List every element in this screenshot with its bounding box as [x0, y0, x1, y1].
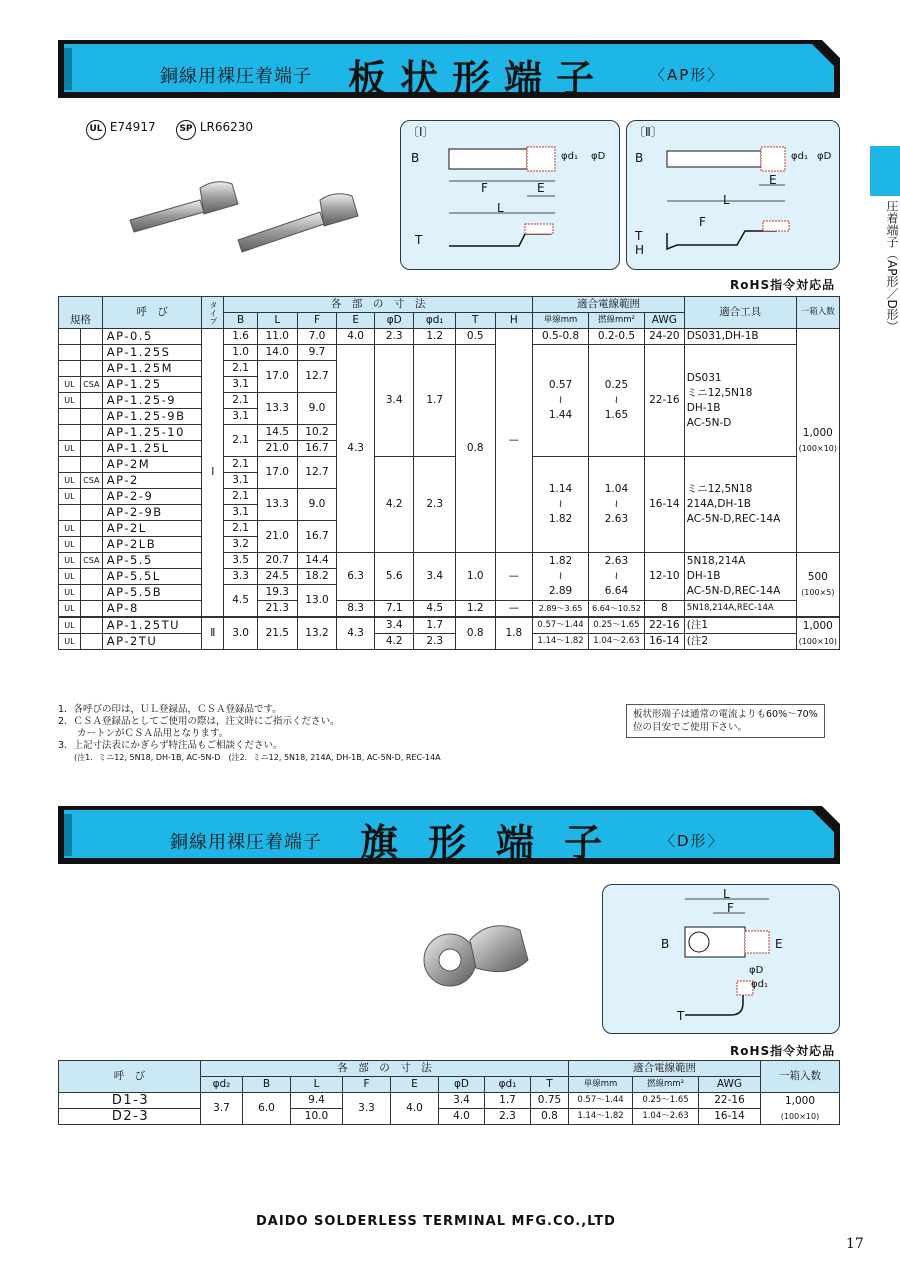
d-product-photo — [410, 908, 550, 998]
table-cell: 0.2-0.5 — [588, 329, 644, 345]
table-cell — [80, 441, 102, 457]
table-cell: UL — [59, 634, 81, 650]
d-col-b: B — [243, 1077, 291, 1093]
table-cell: 16.7 — [297, 441, 337, 457]
table-cell: 0.57～1.44 — [533, 617, 589, 634]
table-cell: AP-2LB — [102, 537, 202, 553]
table-cell: 1.04 ≀ 2.63 — [588, 457, 644, 553]
table-cell: 22-16 — [644, 345, 684, 457]
ul-cert — [86, 120, 156, 140]
d-rohs-label: RoHS指令対応品 — [730, 1044, 836, 1058]
table-cell: 12-10 — [644, 553, 684, 601]
table-cell: UL — [59, 553, 81, 569]
table-cell: 2.89～3.65 — [533, 601, 589, 618]
ap-banner-type: 〈AP形〉 — [650, 66, 725, 84]
table-cell: 24.5 — [257, 569, 297, 585]
table-cell: 2.3 — [414, 634, 456, 650]
box-qty-1: 1,000 (100×10) — [796, 329, 839, 553]
table-cell: AP-5.5L — [102, 569, 202, 585]
table-cell: 4.0 — [391, 1093, 439, 1125]
d-dim-t-label: T — [677, 1009, 685, 1023]
ap-banner-title: 板状形端子 — [348, 57, 609, 101]
table-cell: 2.3 — [374, 329, 414, 345]
d-box-qty: 1,000 (100×10) — [761, 1093, 840, 1125]
d-dim-b-label: B — [661, 937, 670, 951]
csa-cert-number: LR66230 — [199, 120, 254, 134]
table-cell: 3.1 — [224, 409, 258, 425]
table-cell: 3.4 — [439, 1093, 485, 1109]
table-row — [59, 553, 840, 569]
col-f: F — [297, 313, 337, 329]
table-cell: 9.0 — [297, 489, 337, 521]
table-cell: AP-2L — [102, 521, 202, 537]
table-cell: AP-1.25M — [102, 361, 202, 377]
table-cell: 17.0 — [257, 457, 297, 489]
table-cell: AP-2M — [102, 457, 202, 473]
d-col-f: F — [343, 1077, 391, 1093]
type-i: Ⅰ — [202, 329, 224, 618]
ap-product-photo — [120, 170, 370, 260]
d-dim-l-label: L — [723, 887, 730, 901]
table-cell: 3.1 — [224, 377, 258, 393]
d-dim-e-label: E — [775, 937, 783, 951]
d-col-d: φD — [439, 1077, 485, 1093]
table-cell: 7.0 — [297, 329, 337, 345]
table-cell: 0.75 — [531, 1093, 569, 1109]
d-hdr-wire: 適合電線範囲 — [569, 1061, 761, 1077]
table-cell: 1.8 — [495, 617, 533, 650]
table-cell: — — [495, 553, 533, 601]
table-cell: 0.8 — [455, 617, 495, 650]
table-cell: AP-2 — [102, 473, 202, 489]
page-number: 17 — [846, 1236, 864, 1252]
table-cell: 13.3 — [257, 393, 297, 425]
table-cell: 1.82 ≀ 2.89 — [533, 553, 589, 601]
table-cell: 18.2 — [297, 569, 337, 585]
table-cell: 3.4 — [374, 617, 414, 634]
table-cell: 24-20 — [644, 329, 684, 345]
table-cell — [80, 569, 102, 585]
table-cell: 0.25 ≀ 1.65 — [588, 345, 644, 457]
table-cell — [80, 393, 102, 409]
box-qty-3: 1,000 (100×10) — [796, 617, 839, 650]
table-cell: UL — [59, 585, 81, 601]
dim-b-label-ii: B — [635, 151, 644, 165]
table-cell: DS031 ミニ12,5N18 DH-1B AC-5N-D — [684, 345, 796, 457]
d-banner-sub: 銅線用裸圧着端子 — [170, 832, 322, 853]
table-cell: UL — [59, 441, 81, 457]
table-cell: 3.2 — [224, 537, 258, 553]
table-cell: 4.3 — [337, 345, 375, 553]
table-cell: 1.2 — [455, 601, 495, 618]
table-cell — [80, 345, 102, 361]
table-cell: 2.3 — [485, 1109, 531, 1125]
d-col-stranded: 撚線mm² — [633, 1077, 699, 1093]
table-cell: 1.14 ≀ 1.82 — [533, 457, 589, 553]
side-tab — [870, 146, 900, 196]
table-cell: 0.57～1.44 — [569, 1093, 633, 1109]
table-cell: 8 — [644, 601, 684, 618]
table-cell: 6.0 — [243, 1093, 291, 1125]
table-cell: 13.0 — [297, 585, 337, 618]
table-row — [59, 601, 840, 618]
table-cell — [80, 521, 102, 537]
table-cell: AP-1.25 — [102, 377, 202, 393]
table-row — [59, 457, 840, 473]
table-cell: UL — [59, 473, 81, 489]
col-t: T — [455, 313, 495, 329]
table-cell — [80, 585, 102, 601]
table-cell: 0.8 — [455, 345, 495, 553]
d-col-e: E — [391, 1077, 439, 1093]
table-cell — [59, 329, 81, 345]
note-line: 2．ＣＳＡ登録品としてご使用の際は，注文時にご指示ください。 — [58, 716, 340, 727]
ap-spec-table — [58, 296, 840, 650]
dim-l-label-ii: L — [723, 193, 730, 207]
ul-cert-number: E74917 — [109, 120, 156, 134]
table-cell: UL — [59, 601, 81, 618]
d-col-l: L — [291, 1077, 343, 1093]
table-cell: 2.1 — [224, 489, 258, 505]
table-cell — [80, 634, 102, 650]
table-cell: AP-1.25-9B — [102, 409, 202, 425]
table-cell: 1.14～1.82 — [569, 1109, 633, 1125]
table-cell: 0.57 ≀ 1.44 — [533, 345, 589, 457]
table-cell: 3.1 — [224, 473, 258, 489]
table-cell: 10.2 — [297, 425, 337, 441]
table-cell: 14.4 — [297, 553, 337, 569]
table-cell — [80, 329, 102, 345]
table-cell: 0.8 — [531, 1109, 569, 1125]
table-cell: 3.7 — [201, 1093, 243, 1125]
diagram-i-label: 〔Ⅰ〕 — [407, 125, 435, 139]
dim-h-label-ii: H — [635, 243, 645, 257]
table-cell: 1.7 — [414, 345, 456, 457]
dim-e-label-ii: E — [769, 173, 777, 187]
table-cell: 2.1 — [224, 521, 258, 537]
d-col-d2: φd₂ — [201, 1077, 243, 1093]
table-cell: CSA — [80, 473, 102, 489]
table-cell: 1.14～1.82 — [533, 634, 589, 650]
table-cell: (注1 — [684, 617, 796, 634]
table-cell: 2.1 — [224, 393, 258, 409]
table-cell: 5N18,214A DH-1B AC-5N-D,REC-14A — [684, 553, 796, 601]
table-cell: — — [495, 329, 533, 553]
note-line: 3．上記寸法表にかぎらず特注品もご相談ください。 — [58, 740, 283, 751]
d-hdr-dims: 各 部 の 寸 法 — [201, 1061, 569, 1077]
table-cell: 2.3 — [414, 457, 456, 553]
table-cell: 9.7 — [297, 345, 337, 361]
table-row — [59, 1093, 840, 1109]
csa-logo-icon: SP — [176, 120, 196, 140]
table-cell — [80, 361, 102, 377]
table-cell: 19.3 — [257, 585, 297, 601]
table-cell: AP-1.25L — [102, 441, 202, 457]
table-cell: 13.2 — [297, 617, 337, 650]
table-cell: 3.5 — [224, 553, 258, 569]
table-cell: AP-5.5B — [102, 585, 202, 601]
d-dim-d-label: φD — [749, 965, 764, 976]
table-cell: CSA — [80, 377, 102, 393]
table-cell: 3.4 — [414, 553, 456, 601]
table-cell: 22-16 — [699, 1093, 761, 1109]
col-e: E — [337, 313, 375, 329]
table-cell: 1.2 — [414, 329, 456, 345]
table-cell: ミニ12,5N18 214A,DH-1B AC-5N-D,REC-14A — [684, 457, 796, 553]
table-cell: 9.0 — [297, 393, 337, 425]
table-cell — [80, 457, 102, 473]
hdr-dims: 各 部 の 寸 法 — [224, 297, 533, 313]
d-dim-d1-label: φd₁ — [751, 979, 768, 990]
table-cell: DS031,DH-1B — [684, 329, 796, 345]
diagram-d — [602, 884, 840, 1034]
ap-banner-sub: 銅線用裸圧着端子 — [160, 66, 312, 87]
hdr-tool: 適合工具 — [684, 297, 796, 329]
hdr-wire: 適合電線範囲 — [533, 297, 685, 313]
table-cell: 4.2 — [374, 457, 414, 553]
table-cell: (注2 — [684, 634, 796, 650]
table-cell: D1-3 — [59, 1093, 201, 1109]
col-h: H — [495, 313, 533, 329]
d-col-solid: 単線mm — [569, 1077, 633, 1093]
table-cell — [80, 505, 102, 521]
table-cell: UL — [59, 489, 81, 505]
table-cell: 6.64～10.52 — [588, 601, 644, 618]
table-cell — [59, 409, 81, 425]
d-col-d1: φd₁ — [485, 1077, 531, 1093]
diagram-ii-label: 〔Ⅱ〕 — [633, 125, 663, 139]
ap-current-note: 板状形端子は通常の電流よりも60%～70% 位の目安でご使用下さい。 — [626, 704, 825, 738]
table-cell: 1.0 — [455, 553, 495, 601]
table-cell: UL — [59, 537, 81, 553]
csa-cert — [176, 120, 253, 140]
dim-t-label: T — [415, 233, 423, 247]
table-cell: 17.0 — [257, 361, 297, 393]
ul-logo-icon: UL — [86, 120, 106, 140]
dim-f-label-ii: F — [699, 215, 706, 229]
table-cell: 4.3 — [337, 617, 375, 650]
table-cell — [80, 537, 102, 553]
table-cell: 9.4 — [291, 1093, 343, 1109]
table-cell — [59, 425, 81, 441]
table-cell: 1.6 — [224, 329, 258, 345]
table-cell: 16-14 — [644, 457, 684, 553]
table-cell — [80, 489, 102, 505]
table-cell: 3.4 — [374, 345, 414, 457]
table-cell: CSA — [80, 553, 102, 569]
table-cell — [59, 361, 81, 377]
table-cell: AP-5.5 — [102, 553, 202, 569]
dim-d-label: φD — [591, 151, 606, 162]
table-cell: AP-2-9 — [102, 489, 202, 505]
table-cell: UL — [59, 569, 81, 585]
dim-t-label-ii: T — [635, 229, 643, 243]
table-cell: 0.25～1.65 — [633, 1093, 699, 1109]
dim-e-label: E — [537, 181, 545, 195]
table-cell: 12.7 — [297, 361, 337, 393]
table-cell: AP-1.25-9 — [102, 393, 202, 409]
table-cell: 2.1 — [224, 457, 258, 473]
table-cell: 2.63 ≀ 6.64 — [588, 553, 644, 601]
table-cell: UL — [59, 521, 81, 537]
table-cell: 7.1 — [374, 601, 414, 618]
table-cell: 3.3 — [343, 1093, 391, 1125]
table-row — [59, 345, 840, 361]
table-cell — [59, 457, 81, 473]
table-cell: 14.5 — [257, 425, 297, 441]
table-cell: 14.0 — [257, 345, 297, 361]
table-cell: 3.1 — [224, 505, 258, 521]
table-cell — [80, 409, 102, 425]
box-qty-2: 500 (100×5) — [796, 553, 839, 618]
table-cell: 16-14 — [644, 634, 684, 650]
company-footer: DAIDO SOLDERLESS TERMINAL MFG.CO.,LTD — [256, 1214, 616, 1229]
table-cell: 21.0 — [257, 441, 297, 457]
table-cell: AP-2-9B — [102, 505, 202, 521]
table-cell: UL — [59, 377, 81, 393]
d-banner-title: 旗形端子 — [360, 821, 633, 865]
dim-d1-label: φd₁ — [561, 151, 578, 162]
col-d: φD — [374, 313, 414, 329]
table-cell: AP-1.25TU — [102, 617, 202, 634]
table-cell: 16.7 — [297, 521, 337, 553]
table-cell: 1.0 — [224, 345, 258, 361]
table-cell: 21.5 — [257, 617, 297, 650]
hdr-box: 一箱入数 — [796, 297, 839, 329]
table-cell: 4.0 — [439, 1109, 485, 1125]
hdr-yobi: 呼 び — [102, 297, 202, 329]
side-tab-text: 圧着端子（AP形／D形） — [885, 200, 899, 333]
table-cell: — — [495, 601, 533, 618]
table-cell: 21.0 — [257, 521, 297, 553]
table-cell — [80, 617, 102, 634]
d-dim-f-label: F — [727, 901, 734, 915]
col-solid: 単線mm — [533, 313, 589, 329]
table-cell: AP-1.25S — [102, 345, 202, 361]
table-cell: 4.5 — [414, 601, 456, 618]
hdr-kikaku: 規格 — [59, 297, 103, 329]
table-row — [59, 634, 840, 650]
d-col-t: T — [531, 1077, 569, 1093]
table-cell: 16-14 — [699, 1109, 761, 1125]
table-cell: 3.0 — [224, 617, 258, 650]
dim-f-label: F — [481, 181, 488, 195]
d-hdr-box: 一箱入数 — [761, 1061, 840, 1093]
col-l: L — [257, 313, 297, 329]
table-cell: 8.3 — [337, 601, 375, 618]
table-cell — [80, 425, 102, 441]
hdr-type: タイプ — [202, 297, 224, 329]
col-b: B — [224, 313, 258, 329]
table-cell: 1.04～2.63 — [588, 634, 644, 650]
table-cell: 1.7 — [485, 1093, 531, 1109]
ap-notes — [58, 704, 441, 764]
table-cell: 13.3 — [257, 489, 297, 521]
table-cell: 21.3 — [257, 601, 297, 618]
d-spec-table — [58, 1060, 840, 1125]
table-cell: 5N18,214A,REC-14A — [684, 601, 796, 618]
table-cell: 12.7 — [297, 457, 337, 489]
table-cell: 1.7 — [414, 617, 456, 634]
table-cell: AP-1.25-10 — [102, 425, 202, 441]
diagram-type-i — [400, 120, 620, 270]
col-awg: AWG — [644, 313, 684, 329]
note-line: カートンがＣＳＡ品用となります。 — [58, 728, 229, 739]
table-cell: AP-8 — [102, 601, 202, 618]
diagram-type-ii — [626, 120, 840, 270]
table-cell: 0.5 — [455, 329, 495, 345]
table-cell: 1.04～2.63 — [633, 1109, 699, 1125]
table-cell — [59, 345, 81, 361]
col-stranded: 撚線mm² — [588, 313, 644, 329]
table-cell: 20.7 — [257, 553, 297, 569]
table-cell: 0.5-0.8 — [533, 329, 589, 345]
table-cell — [80, 601, 102, 618]
table-row — [59, 1109, 840, 1125]
table-cell: 0.25～1.65 — [588, 617, 644, 634]
table-cell: 4.5 — [224, 585, 258, 618]
table-cell: 22-16 — [644, 617, 684, 634]
note-line: (注1．ミニ12, 5N18, DH-1B, AC-5N-D (注2．ミニ12, 5N18, 214A, DH-1B, AC-5N-D, REC-14A — [58, 753, 441, 762]
d-banner-type: 〈D形〉 — [660, 832, 725, 850]
table-cell: 5.6 — [374, 553, 414, 601]
table-row — [59, 617, 840, 634]
table-cell: 11.0 — [257, 329, 297, 345]
dim-l-label: L — [497, 201, 504, 215]
col-d1: φd₁ — [414, 313, 456, 329]
dim-d1-label-ii: φd₁ — [791, 151, 808, 162]
table-cell: UL — [59, 617, 81, 634]
table-cell: 6.3 — [337, 553, 375, 601]
note-line: 1．各呼びの印は，ＵＬ登録品，ＣＳＡ登録品です。 — [58, 704, 282, 715]
table-cell: 4.2 — [374, 634, 414, 650]
table-row — [59, 329, 840, 345]
dim-b-label: B — [411, 151, 420, 165]
type-ii: Ⅱ — [202, 617, 224, 650]
table-cell: 4.0 — [337, 329, 375, 345]
table-cell — [59, 505, 81, 521]
ap-rohs-label: RoHS指令対応品 — [730, 278, 836, 292]
row-name: AP-0.5 — [102, 329, 202, 345]
table-cell: UL — [59, 393, 81, 409]
table-cell: 2.1 — [224, 425, 258, 457]
table-cell: 3.3 — [224, 569, 258, 585]
table-cell: D2-3 — [59, 1109, 201, 1125]
table-cell: 10.0 — [291, 1109, 343, 1125]
dim-d-label-ii: φD — [817, 151, 832, 162]
table-cell: AP-2TU — [102, 634, 202, 650]
d-col-awg: AWG — [699, 1077, 761, 1093]
d-hdr-yobi: 呼 び — [59, 1061, 201, 1093]
table-cell: 2.1 — [224, 361, 258, 377]
